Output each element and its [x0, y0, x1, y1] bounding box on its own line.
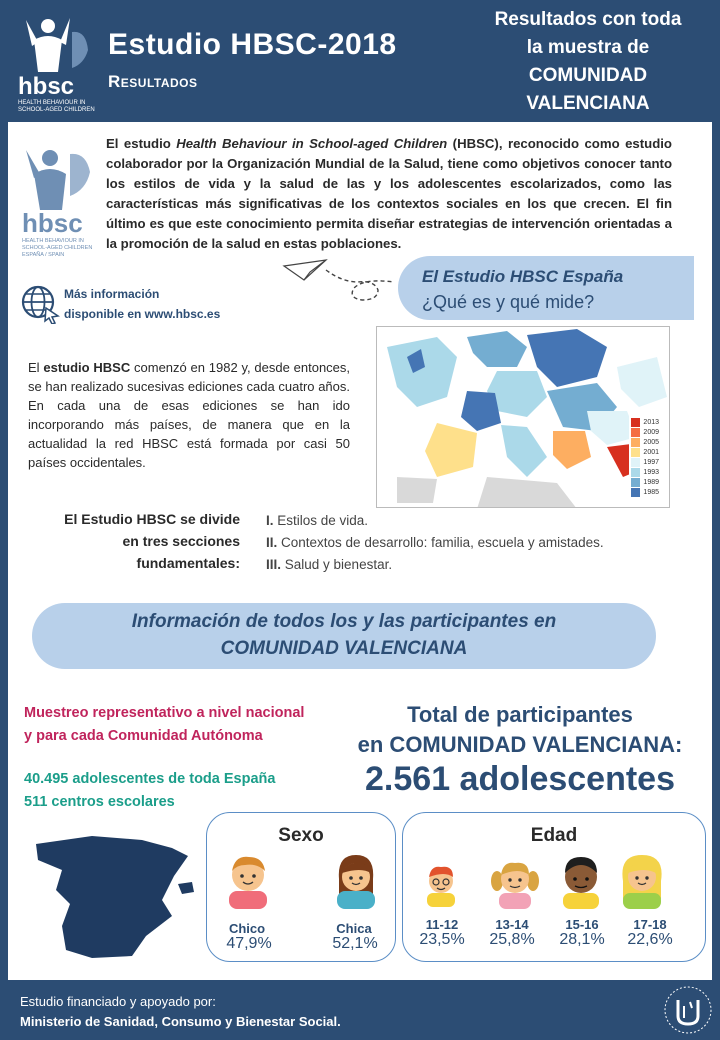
sampling-note: Muestreo representativo a nivel nacional y para cada Comunidad Autónoma [24, 705, 305, 744]
map-legend-swatch [631, 428, 640, 437]
map-legend-year: 2001 [643, 448, 659, 456]
age-pct: 28,1% [559, 931, 605, 948]
age-label: 17-18 [633, 917, 667, 932]
europe-map-graphic [377, 327, 670, 508]
spain-map-icon [22, 826, 202, 966]
map-legend-swatch [631, 458, 640, 467]
map-legend-swatch [631, 488, 640, 497]
age-label: 11-12 [425, 917, 459, 932]
age-distribution-box: Edad 11-12 23,5% 13-14 25,8% 15-16 28,1% 17-18 22,6% [402, 812, 706, 962]
map-legend-item [631, 457, 659, 467]
map-legend-swatch [631, 418, 640, 427]
map-legend-item [631, 447, 659, 457]
svg-text:ESPAÑA / SPAIN: ESPAÑA / SPAIN [22, 252, 65, 258]
svg-text:hbsc: hbsc [18, 73, 75, 100]
sex-pct: 47,9% [226, 935, 272, 952]
map-legend-swatch [631, 468, 640, 477]
map-legend-swatch [631, 438, 640, 447]
age-pct: 25,8% [489, 931, 535, 948]
map-legend-swatch [631, 478, 640, 487]
map-legend-item [631, 467, 659, 477]
total-value: 2.561 adolescentes [365, 760, 675, 798]
sections-heading: El Estudio HBSC se divide en tres secciones fundamentales: [64, 511, 240, 571]
hbsc-spain-logo [20, 136, 102, 260]
boy-icon [223, 849, 273, 909]
svg-text:SCHOOL-AGED CHILDREN: SCHOOL-AGED CHILDREN [18, 107, 95, 113]
map-legend [629, 415, 661, 499]
study-info-box: El Estudio HBSC España ¿Qué es y qué mide? [398, 256, 694, 320]
svg-text:hbsc: hbsc [22, 208, 83, 238]
age-label: 15-16 [565, 917, 599, 932]
footer-ministry: Ministerio de Sanidad, Consumo y Bienestar Social. [20, 1014, 341, 1029]
page-title: Estudio HBSC-2018 [108, 28, 397, 61]
child-17-18-icon [615, 849, 669, 909]
map-legend-year: 1997 [643, 458, 659, 466]
child-15-16-icon [555, 851, 607, 909]
sections-list [266, 510, 604, 576]
participants-banner: Información de todos los y las participantes en COMUNIDAD VALENCIANA [32, 603, 656, 669]
svg-text:HEALTH BEHAVIOUR IN: HEALTH BEHAVIOUR IN [22, 238, 84, 244]
age-label: 13-14 [495, 917, 529, 932]
sex-distribution-box: Sexo Chico 47,9% Chica 52,1% [206, 812, 396, 962]
footer-funding-label: Estudio financiado y apoyado por: [20, 994, 216, 1009]
page-subtitle: Resultados [108, 72, 198, 91]
map-legend-item [631, 417, 659, 427]
map-legend-swatch [631, 448, 640, 457]
age-pct: 23,5% [419, 931, 465, 948]
europe-map [376, 326, 670, 508]
header-region-title: Resultados con toda la muestra de COMUNIDAD VALENCIANA [494, 9, 682, 114]
section-item: III. Salud y bienestar. [266, 557, 393, 572]
paper-plane-icon [282, 258, 412, 304]
intro-paragraph: El estudio Health Behaviour in School-aged Children (HBSC), reconocido como estudio colaborador por la Organización Mundial de la Salud, tiene como objetivos conocer tanto los estilos de vida y la salud de las y los adolescentes escolarizados, como las características más significativas de los contextos sociales en los que crecen. El fin último es que este conocimiento permita diseñar estrategias de intervención orientadas a la promoción de la salud en estas poblaciones. [106, 136, 672, 251]
svg-text:SCHOOL-AGED CHILDREN: SCHOOL-AGED CHILDREN [22, 245, 93, 251]
map-legend-year: 1989 [643, 478, 659, 486]
globe-cursor-icon [20, 284, 60, 324]
history-paragraph: El estudio HBSC comenzó en 1982 y, desde entonces, se han realizado sucesivas ediciones cada cuatro años. En cada una de esas ediciones se han ido incorporando más países, de manera que en la actualidad la red HBSC está formada por casi 50 países occidentales. [28, 360, 351, 470]
map-legend-item [631, 427, 659, 437]
map-legend-year: 1993 [643, 468, 659, 476]
map-legend-item [631, 487, 659, 497]
map-legend-year: 1985 [643, 488, 659, 496]
sex-pct: 52,1% [332, 935, 378, 952]
more-info-link[interactable]: Más información disponible en www.hbsc.es [64, 287, 221, 321]
girl-icon [331, 849, 381, 909]
sex-label: Chico [228, 921, 266, 936]
map-legend-year: 2005 [643, 438, 659, 446]
national-sample: 40.495 adolescentes de toda España 511 centros escolares [24, 771, 276, 810]
map-legend-year: 2013 [643, 418, 659, 426]
total-heading: Total de participantes en COMUNIDAD VALENCIANA: [357, 702, 683, 757]
svg-text:HEALTH BEHAVIOUR IN: HEALTH BEHAVIOUR IN [18, 100, 86, 106]
age-pct: 22,6% [627, 931, 673, 948]
university-seal-icon [662, 984, 714, 1036]
child-13-14-icon [489, 853, 541, 909]
section-item: II. Contextos de desarrollo: familia, escuela y amistades. [266, 535, 604, 550]
sex-label: Chica [336, 921, 372, 936]
section-item: I. Estilos de vida. [266, 513, 369, 528]
map-legend-item [631, 437, 659, 447]
map-legend-item [631, 477, 659, 487]
child-11-12-icon [421, 859, 461, 907]
hbsc-logo [14, 10, 102, 114]
map-legend-year: 2009 [643, 428, 659, 436]
